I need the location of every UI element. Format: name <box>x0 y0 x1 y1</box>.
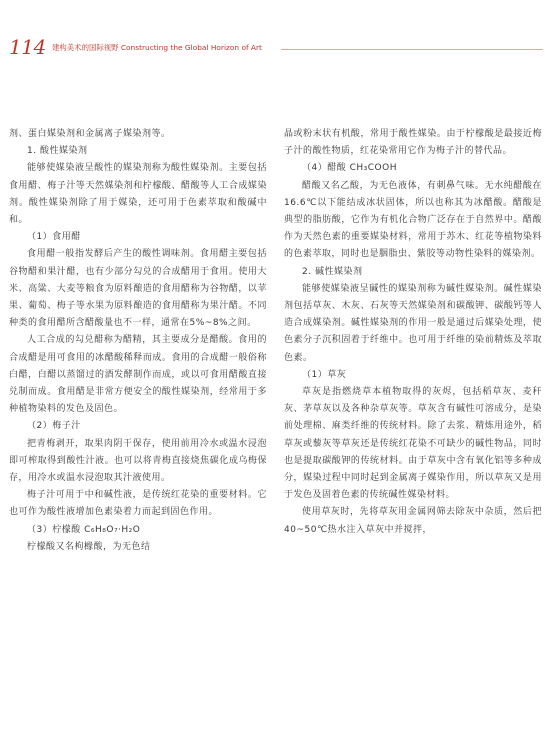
body-paragraph: 把青梅剥开，取果肉阴干保存，使用前用冷水或温水浸泡即可榨取得到酸性汁液。也可以将青梅直接烧焦碳化成乌梅保存，用冷水或温水浸泡取其汁液使用。 <box>9 438 267 484</box>
section-heading: （1）食用醋 <box>27 232 81 243</box>
body-paragraph: 食用醋一般指发酵后产生的酸性调味剂。食用醋主要包括谷物醋和果汁醋，也有少部分勾兑的合成醋用于食用。使用大米、高粱、大麦等粮食为原料酿造的食用醋称为谷物醋，以苹果、葡萄、梅子等水果为原料酿造的食用醋称为果汁醋。不同种类的食用醋所含醋酸量也不一样，通常在5%~8%之间。 <box>9 249 267 329</box>
section-heading: 2. 碱性媒染剂 <box>302 266 363 277</box>
body-paragraph: 人工合成的勾兑醋称为醋精，其主要成分是醋酸。食用的合成醋是用可食用的冰醋酸稀释而成。食用的合成醋一般俗称白醋，白醋以蒸馏过的酒发酵制作而成，或以可食用醋酸直接兑制而成。食用醋是非常方便安全的酸性媒染剂，经常用于多种植物染料的发色及固色。 <box>9 335 267 415</box>
body-paragraph: 能够使媒染液呈酸性的媒染剂称为酸性媒染剂。主要包括食用醋、梅子汁等天然媒染剂和柠檬酸、醋酸等人工合成媒染剂。酸性媒染剂除了用于媒染，还可用于色素萃取和酸碱中和。 <box>9 163 267 226</box>
body-paragraph: 醋酸又名乙酸，为无色液体，有刺鼻气味。无水纯醋酸在16.6℃以下能结成冰状固体，所以也称其为冰醋酸。醋酸是典型的脂肪酸，它作为有机化合物广泛存在于自然界中。醋酸作为天然色素的重要媒染材料，常用于苏木、红花等植物染料的色素萃取，同时也是胭脂虫、紫胶等动物性染料的媒染剂。 <box>284 180 542 260</box>
section-heading: （2）梅子汁 <box>27 421 81 432</box>
body-paragraph: 晶或粉末状有机酸，常用于酸性媒染。由于柠檬酸是最接近梅子汁的酸性物质，红花染常用它作为梅子汁的替代品。 <box>284 129 542 157</box>
body-paragraph: 草灰是指燃烧草本植物取得的灰烬，包括稻草灰、麦秆灰、茅草灰以及各种杂草灰等。草灰含有碱性可溶成分，是染前处理棉、麻类纤维的传统材料。除了去浆、精炼用途外，稻草灰或藜灰等草灰还是传统红花染不可缺少的碱性物品，同时也是提取碳酸钾的传统材料。由于草灰中含有氧化铝等多种成分，媒染过程中同时起到金属离子媒染作用，所以草灰又是用于发色及固着色素的传统碱性媒染材料。 <box>284 387 542 501</box>
section-heading: （4）醋酸 CH₃COOH <box>302 163 397 174</box>
section-heading: 1. 酸性媒染剂 <box>27 146 88 157</box>
running-header-title: 建构美术的国际视野 Constructing the Global Horizon of Art <box>52 43 262 52</box>
header-rule <box>281 49 543 50</box>
body-paragraph: 剂、蛋白媒染剂和金属离子媒染剂等。 <box>9 129 171 139</box>
page-header <box>9 36 544 58</box>
body-paragraph: 柠檬酸又名枸橼酸，为无色结 <box>27 541 151 552</box>
page-number: 114 <box>9 35 46 59</box>
section-heading: （3）柠檬酸 C₆H₈O₇·H₂O <box>27 524 141 535</box>
body-paragraph: 梅子汁可用于中和碱性液，是传统红花染的重要材料。它也可作为酸性液增加色素染着力而起到固色作用。 <box>9 490 267 518</box>
right-text-column <box>284 126 542 539</box>
body-paragraph: 能够使媒染液呈碱性的媒染剂称为碱性媒染剂。碱性媒染剂包括草灰、木灰、石灰等天然媒染剂和碳酸钾、碳酸钙等人造合成媒染剂。碱性媒染剂的作用一般是通过后媒染处理，使色素分子沉积固着于纤维中。也可用于纤维的染前精炼及萃取色素。 <box>284 283 542 363</box>
left-text-column <box>9 126 267 556</box>
section-heading: （1）草灰 <box>302 369 347 380</box>
body-paragraph: 使用草灰时，先将草灰用金属网筛去除灰中杂质，然后把40~50℃热水注入草灰中并搅拌， <box>284 507 542 535</box>
